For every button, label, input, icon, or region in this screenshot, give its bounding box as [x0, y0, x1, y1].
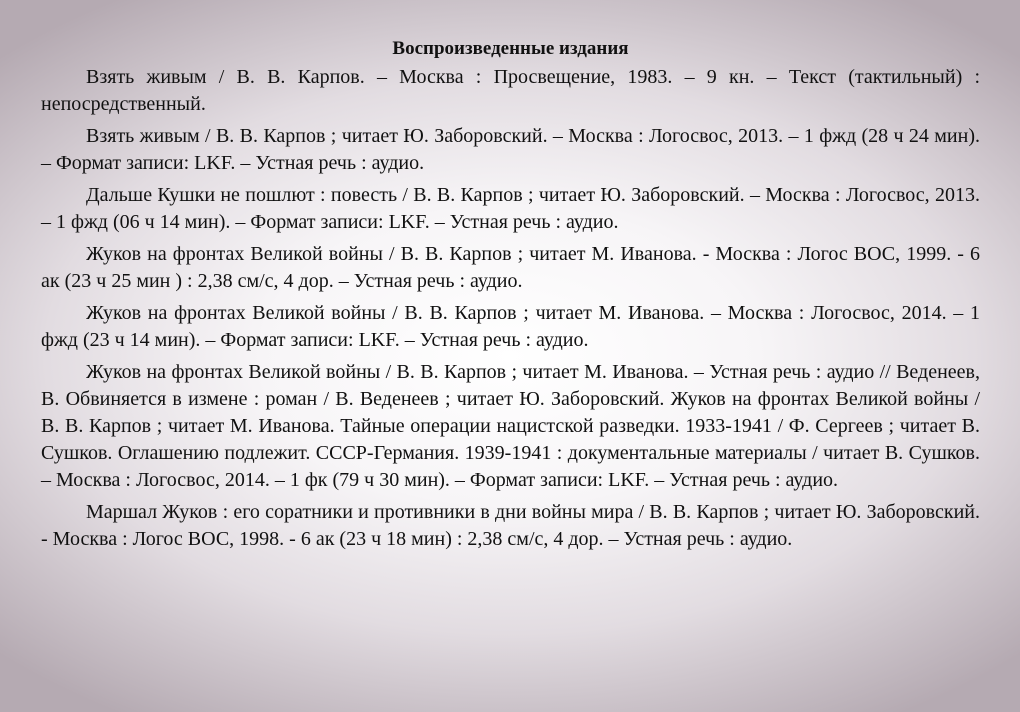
document-title: Воспроизведенные издания	[392, 38, 629, 59]
bibliography-entry: Взять живым / В. В. Карпов. – Москва : Просвещение, 1983. – 9 кн. – Текст (тактильный) : непосредственный.	[41, 66, 980, 115]
bibliography-entry: Дальше Кушки не пошлют : повесть / В. В. Карпов ; читает Ю. Заборовский. – Москва : Логосвос, 2013. – 1 фжд (06 ч 14 мин). – Формат записи: LKF. – Устная речь : аудио.	[41, 184, 980, 233]
bibliography-entry: Маршал Жуков : его соратники и противники в дни войны мира / В. В. Карпов ; читает Ю. Заборовский. - Москва : Логос ВОС, 1998. - 6 ак (23 ч 18 мин) : 2,38 см/с, 4 дор. – Устная речь : аудио.	[41, 501, 980, 550]
bibliography-entry: Жуков на фронтах Великой войны / В. В. Карпов ; читает М. Иванова. – Устная речь : аудио // Веденеев, В. Обвиняется в измене : роман / В. Веденеев ; читает Ю. Заборовский. Жуков на фронтах Великой войны / В. В. Карпов ; читает М. Иванова. Тайные операции нацистской разведки. 1933-1941 / Ф. Сергеев ; читает В. Сушков. Оглашению подлежит. СССР-Германия. 1939-1941 : документальные материалы / читает В. Сушков. – Москва : Логосвос, 2014. – 1 фк (79 ч 30 мин). – Формат записи: LKF. – Устная речь : аудио.	[41, 361, 980, 491]
bibliography-entry: Жуков на фронтах Великой войны / В. В. Карпов ; читает М. Иванова. – Москва : Логосвос, 2014. – 1 фжд (23 ч 14 мин). – Формат записи: LKF. – Устная речь : аудио.	[41, 302, 980, 351]
bibliography-entry: Жуков на фронтах Великой войны / В. В. Карпов ; читает М. Иванова. - Москва : Логос ВОС, 1999. - 6 ак (23 ч 25 мин ) : 2,38 см/с, 4 дор. – Устная речь : аудио.	[41, 243, 980, 292]
bibliography-entry: Взять живым / В. В. Карпов ; читает Ю. Заборовский. – Москва : Логосвос, 2013. – 1 фжд (28 ч 24 мин). – Формат записи: LKF. – Устная речь : аудио.	[41, 125, 980, 174]
